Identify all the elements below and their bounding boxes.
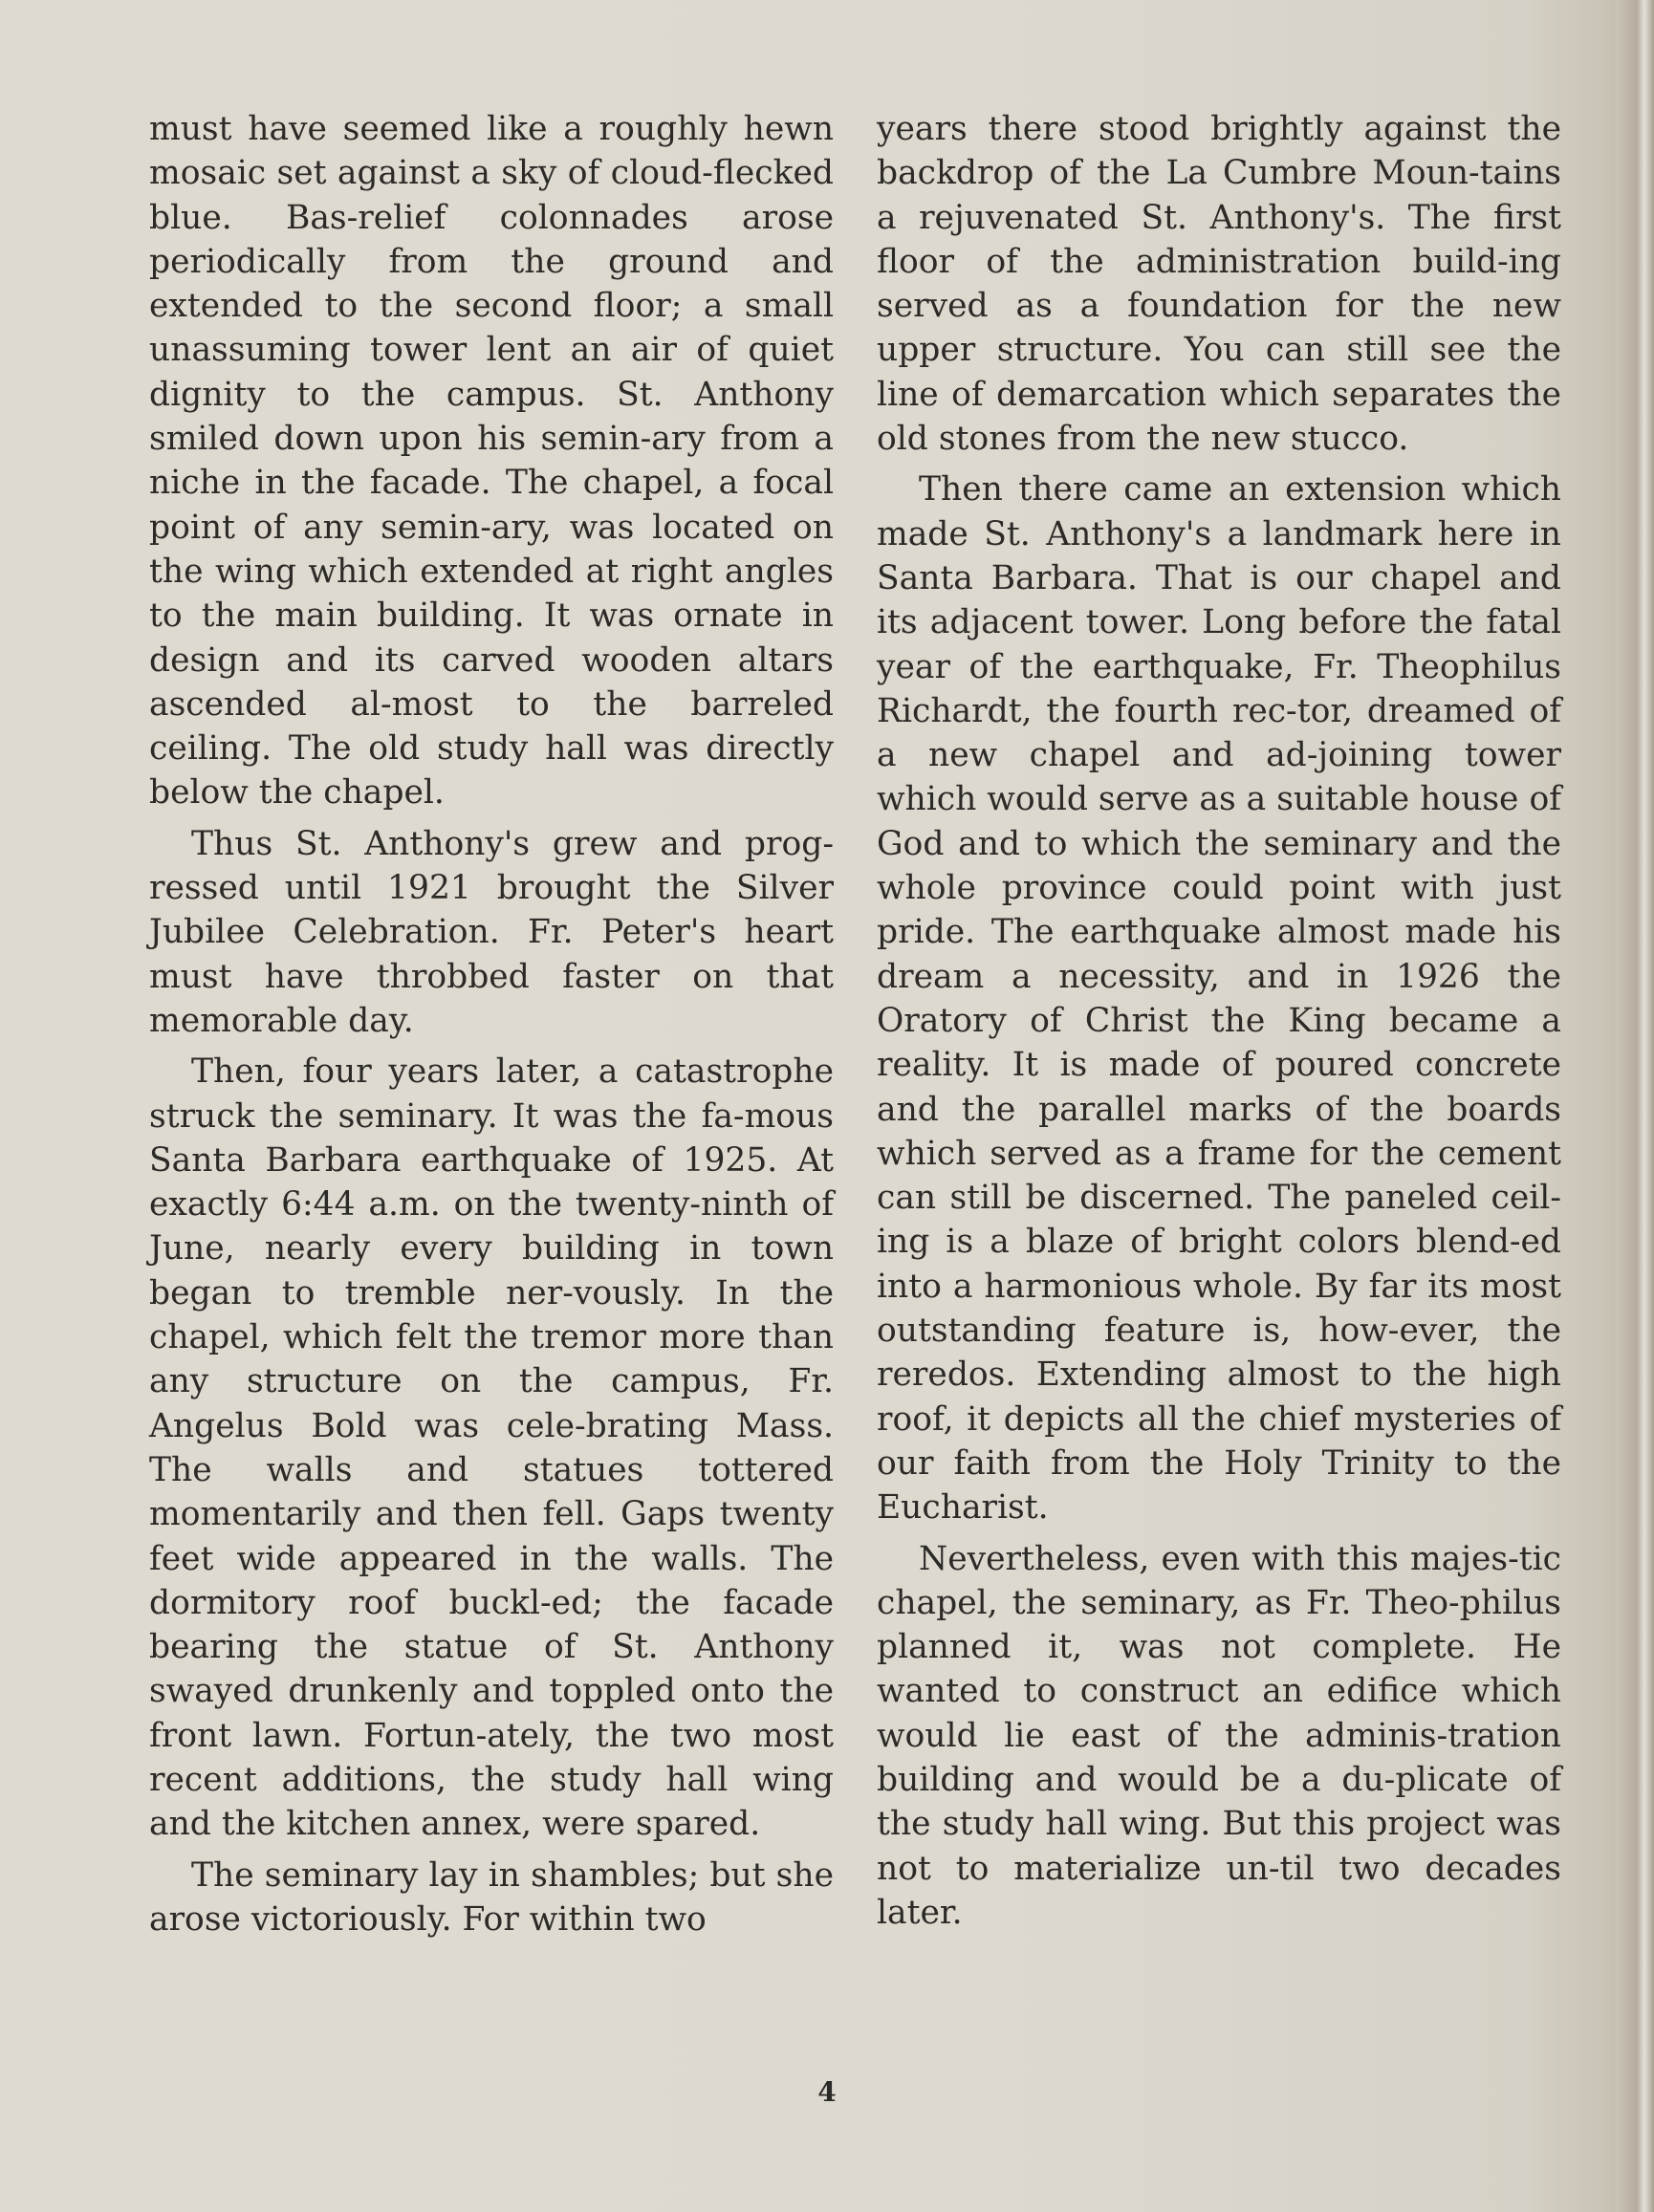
paragraph: must have seemed like a roughly hewn mosaic set against a sky of cloud-flecked blue. Bas-relief colonnades arose periodically from the ground and extended to the second floor; a small unassuming tower lent an air of quiet dignity to the campus. St. Anthony smiled down upon his semin-ary from a niche in the facade. The chapel, a focal point of any semin-ary, was located on the wing which extended at right angles to the main building. It was ornate in design and its carved wooden altars ascended al-most to the barreled ceiling. The old study hall was directly below the chapel. (149, 110, 834, 813)
paragraph: Then, four years later, a catastrophe struck the seminary. It was the fa-mous Santa Barbara earthquake of 1925. At exactly 6:44 a.m. on the twenty-ninth of June, nearly every building in town began to tremble ner-vously. In the chapel, which felt the tremor more than any structure on the campus, Fr. Angelus Bold was cele-brating Mass. The walls and statues tottered momentarily and then fell. Gaps twenty feet wide appeared in the walls. The dormitory roof buckl-ed; the facade bearing the statue of St. Anthony swayed drunkenly and toppled onto the front lawn. Fortun-ately, the two most recent additions, the study hall wing and the kitchen annex, were spared. (149, 1052, 834, 1844)
page-number: 4 (817, 2076, 837, 2108)
binding-edge (1616, 0, 1654, 2212)
paragraph: Then there came an extension which made St. Anthony's a landmark here in Santa Barbara. That is our chapel and its adjacent tower. Long before the fatal year of the earthquake, Fr. Theophilus Richardt, the fourth rec-tor, dreamed of a new chapel and ad-joining tower which would serve as a suitable house of God and to which the seminary and the whole province could point with just pride. The earthquake almost made his dream a necessity, and in 1926 the Oratory of Christ the King became a reality. It is made of poured concrete and the parallel marks of the boards which served as a frame for the cement can still be discerned. The paneled ceil-ing is a blaze of bright colors blend-ed into a harmonious whole. By far its most outstanding feature is, how-ever, the reredos. Extending almost to the high roof, it depicts all the chief mysteries of our faith from the Holy Trinity to the Eucharist. (877, 470, 1561, 1528)
paragraph: Nevertheless, even with this majes-tic chapel, the seminary, as Fr. Theo-philus planned it, was not complete. He wanted to construct an edifice which would lie east of the adminis-tration building and would be a du-plicate of the study hall wing. But this project was not to materialize un-til two decades later. (877, 1539, 1561, 1932)
paragraph: years there stood brightly against the backdrop of the La Cumbre Moun-tains a rejuvenated St. Anthony's. The first floor of the administration build-ing served as a foundation for the new upper structure. You can still see the line of demarcation which separates the old stones from the new stucco. (877, 110, 1561, 459)
left-column (149, 107, 834, 1948)
right-column (877, 107, 1561, 1941)
paragraph: The seminary lay in shambles; but she arose victoriously. For within two (149, 1855, 834, 1939)
paragraph: Thus St. Anthony's grew and prog-ressed until 1921 brought the Silver Jubilee Celebration. Fr. Peter's heart must have throbbed faster on that memorable day. (149, 824, 834, 1040)
